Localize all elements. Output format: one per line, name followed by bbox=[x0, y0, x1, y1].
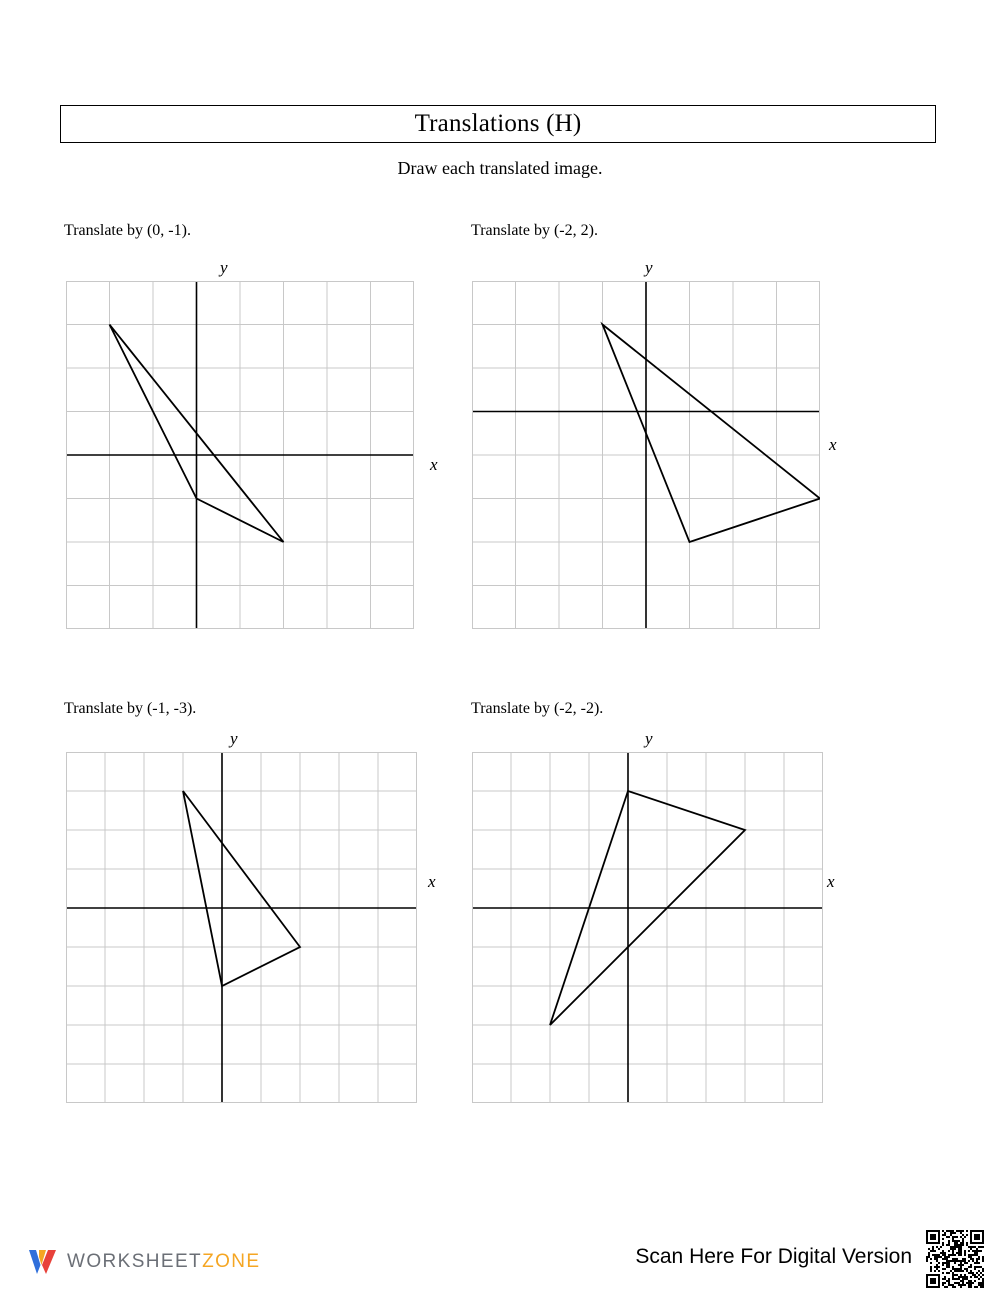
problem-2-y-label: y bbox=[645, 258, 653, 277]
problem-4-label: Translate by (-2, -2). bbox=[471, 700, 604, 717]
problem-4-x-label: x bbox=[827, 872, 835, 891]
qr-code-icon[interactable] bbox=[926, 1230, 984, 1288]
coordinate-grid bbox=[66, 281, 414, 629]
coordinate-grid bbox=[472, 752, 823, 1103]
problem-1-grid bbox=[66, 281, 414, 634]
brand-word-worksheet: WORKSHEET bbox=[67, 1251, 203, 1272]
problem-1-y-label: y bbox=[220, 258, 228, 277]
problem-4-grid bbox=[472, 752, 823, 1108]
brand-text bbox=[67, 1251, 260, 1273]
problem-3-x-label: x bbox=[428, 872, 436, 891]
problem-3-label: Translate by (-1, -3). bbox=[64, 700, 197, 717]
page-title: Translations (H) bbox=[414, 110, 582, 137]
brand-word-zone: ZONE bbox=[202, 1251, 261, 1272]
problem-4-y-label: y bbox=[645, 729, 653, 748]
shape-triangle bbox=[603, 325, 821, 543]
problem-2-x-label: x bbox=[829, 435, 837, 454]
problem-1-x-label: x bbox=[430, 455, 438, 474]
problem-1-label: Translate by (0, -1). bbox=[64, 222, 191, 239]
coordinate-grid bbox=[66, 752, 417, 1103]
title-box bbox=[60, 105, 936, 143]
problem-3-grid bbox=[66, 752, 417, 1108]
worksheet-zone-logo-icon bbox=[28, 1248, 58, 1276]
scan-here-text: Scan Here For Digital Version bbox=[635, 1245, 912, 1268]
shape-triangle bbox=[183, 791, 300, 986]
problem-2-grid bbox=[472, 281, 820, 634]
problem-3-y-label: y bbox=[230, 729, 238, 748]
instruction-text: Draw each translated image. bbox=[397, 158, 603, 178]
brand-logo-group bbox=[28, 1248, 260, 1276]
problem-2-label: Translate by (-2, 2). bbox=[471, 222, 598, 239]
coordinate-grid bbox=[472, 281, 820, 629]
